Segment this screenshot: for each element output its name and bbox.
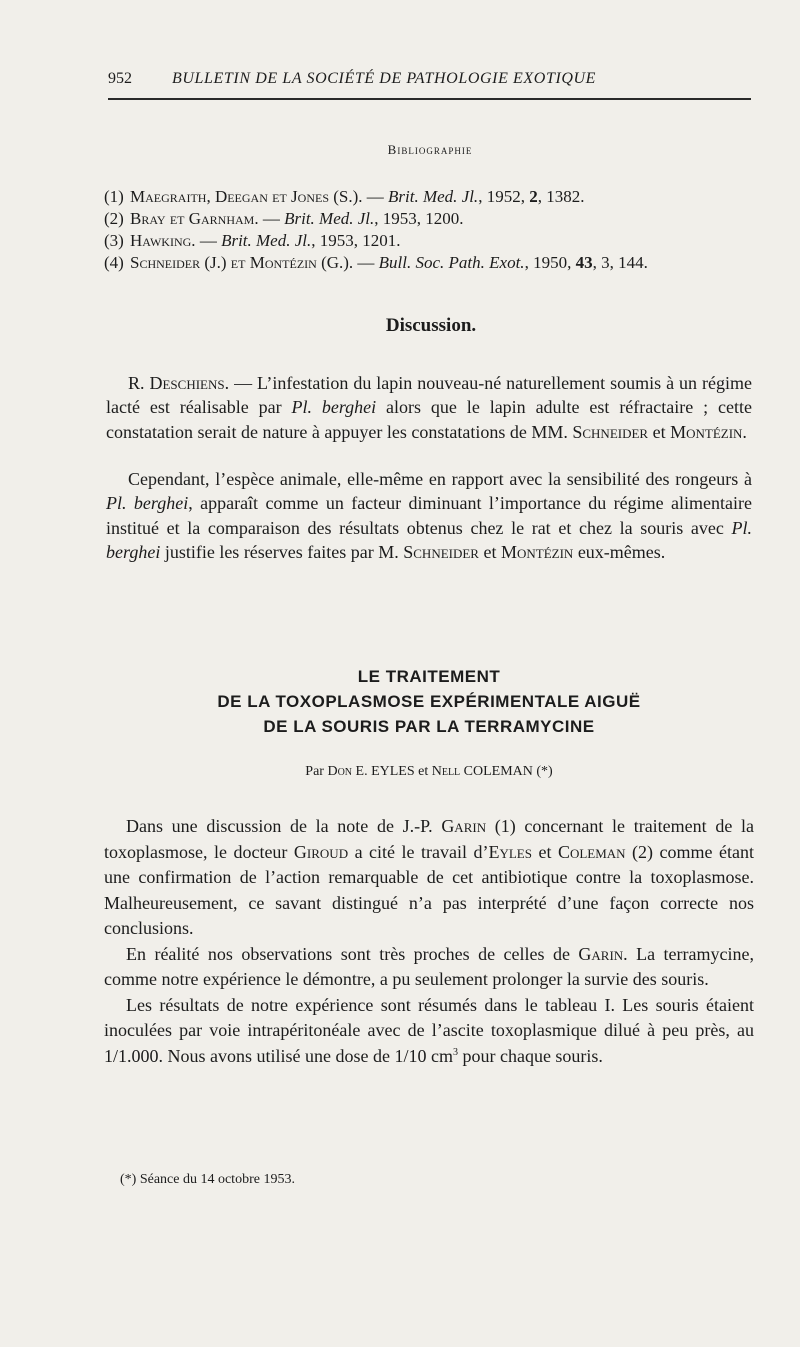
text-run: et [648, 421, 671, 442]
discussion-paragraph-1 [106, 371, 752, 444]
author-firstname: Don [327, 764, 353, 779]
author-name: Garin [578, 943, 624, 964]
article-title-line: DE LA SOURIS PAR LA TERRAMYCINE [263, 717, 595, 736]
author-name: Garin [441, 816, 487, 836]
reference-volume: 2 [529, 187, 538, 206]
text-run: eux-mêmes. [573, 542, 666, 563]
reference-separator: — [258, 209, 285, 228]
text-run: (1) concernant le traitement de la toxoplasmose, le docteur [104, 816, 754, 862]
text-run: alors que le lapin adulte est réfractaire ; cette constatation serait de nature à appuyer les constatations de MM. [106, 397, 752, 442]
journal-title: BULLETIN DE LA SOCIÉTÉ DE PATHOLOGIE EXOTIQUE [172, 70, 597, 87]
text-run: Dans une discussion de la note de J.-P. [126, 816, 442, 836]
superscript: 3 [452, 1046, 458, 1058]
article-title [104, 664, 754, 739]
reference-details: , 1953, 1200. [374, 209, 464, 228]
reference-authors: Maegraith, Deegan et Jones (S.). [130, 187, 363, 206]
reference-separator: — [195, 231, 222, 250]
reference-item [104, 230, 754, 252]
text-run: E. EYLES et [352, 764, 432, 779]
running-header [108, 66, 753, 96]
species-name: Pl. berghei [291, 397, 377, 418]
article-byline [104, 764, 754, 780]
reference-journal: Bull. Soc. Path. Exot. [378, 253, 525, 272]
reference-journal: Brit. Med. Jl. [388, 187, 479, 206]
text-run: Cependant, l’espèce animale, elle-même en rapport avec la sensibilité des rongeurs à [128, 469, 752, 489]
species-name: Pl. berghei [106, 493, 189, 514]
reference-journal: Brit. Med. Jl. [284, 209, 375, 228]
text-run: Les résultats de notre expérience sont résumés dans le tableau I. Les souris étaient inoculées par voie intrapéritonéale avec de l’ascite toxoplasmique dilué à peu près, au 1/1.000. Nous avons utilisé une dose de 1/10 cm [104, 994, 754, 1066]
bibliography-heading: Bibliographie [387, 142, 473, 157]
reference-separator: — [362, 187, 389, 206]
species-name: Pl. berghei [106, 517, 752, 563]
author-name: Giroud [293, 841, 349, 862]
reference-details: , 1953, 1201. [311, 231, 401, 250]
text-run: Par [305, 764, 328, 779]
discussion-paragraph-2 [106, 467, 752, 565]
header-rule [108, 98, 751, 100]
article-paragraph [104, 942, 754, 993]
text-run: et [531, 841, 558, 862]
reference-item [104, 208, 754, 230]
reference-details: , 1382. [537, 187, 585, 206]
author-name: Coleman [557, 841, 626, 862]
author-name: Schneider [403, 542, 479, 563]
article-title-line: LE TRAITEMENT [357, 667, 501, 686]
text-run: pour chaque souris. [457, 1045, 603, 1066]
reference-journal: Brit. Med. Jl. [221, 231, 312, 250]
article-title-line: DE LA TOXOPLASMOSE EXPÉRIMENTALE AIGUË [217, 692, 641, 711]
reference-details: , 1952, [478, 187, 530, 206]
article-paragraph [104, 993, 754, 1070]
author-name: Schneider [572, 421, 649, 442]
author-name: Eyles [488, 841, 532, 862]
bibliography-list [104, 186, 754, 274]
page-number: 952 [108, 70, 132, 87]
reference-number: (2) [104, 209, 124, 228]
reference-details: , 3, 144. [592, 253, 648, 272]
reference-number: (1) [104, 187, 124, 206]
reference-separator: — [353, 253, 379, 272]
reference-details: , 1950, [524, 253, 576, 272]
article-paragraph [104, 814, 754, 942]
text-run: , apparaît comme un facteur diminuant l’importance du régime alimentaire institué et la comparaison des résultats obtenus chez le rat et chez la souris avec [106, 493, 752, 538]
reference-item [104, 186, 754, 208]
text-run: COLEMAN (*) [460, 764, 553, 779]
author-name: Montézin [500, 542, 574, 563]
footnote: (*) Séance du 14 octobre 1953. [120, 1172, 295, 1187]
speaker-name: R. Deschiens. [128, 373, 230, 393]
reference-authors: Bray et Garnham. [130, 209, 259, 228]
author-firstname: Nell [431, 764, 461, 779]
text-run: justifie les réserves faites par M. [160, 542, 404, 563]
reference-authors: Schneider (J.) et Montézin (G.). [130, 253, 354, 272]
text-run: (2) comme étant une confirmation de l’action remarquable de cet antibiotique contre la toxoplasmose. Malheureusement, ce savant distingué n’a pas interprété d’une façon correcte nos conclusions. [104, 841, 754, 938]
text-run: . La terramycine, comme notre expérience le démontre, a pu seulement prolonger la survie des souris. [104, 943, 755, 989]
reference-item [104, 252, 754, 274]
reference-volume: 43 [575, 253, 593, 272]
author-name: Montézin [670, 421, 743, 442]
reference-authors: Hawking. [130, 231, 196, 250]
discussion-heading: Discussion. [385, 315, 477, 336]
reference-number: (4) [104, 253, 124, 272]
text-run: — L’infestation du lapin nouveau-né naturellement soumis à un régime lacté est réalisable par [106, 373, 752, 418]
text-run: En réalité nos observations sont très proches de celles de [126, 943, 579, 964]
text-run: a cité le travail d’ [348, 841, 489, 862]
article-body [104, 814, 754, 1069]
reference-number: (3) [104, 231, 124, 250]
text-run: . [742, 421, 747, 442]
text-run: et [478, 542, 501, 563]
